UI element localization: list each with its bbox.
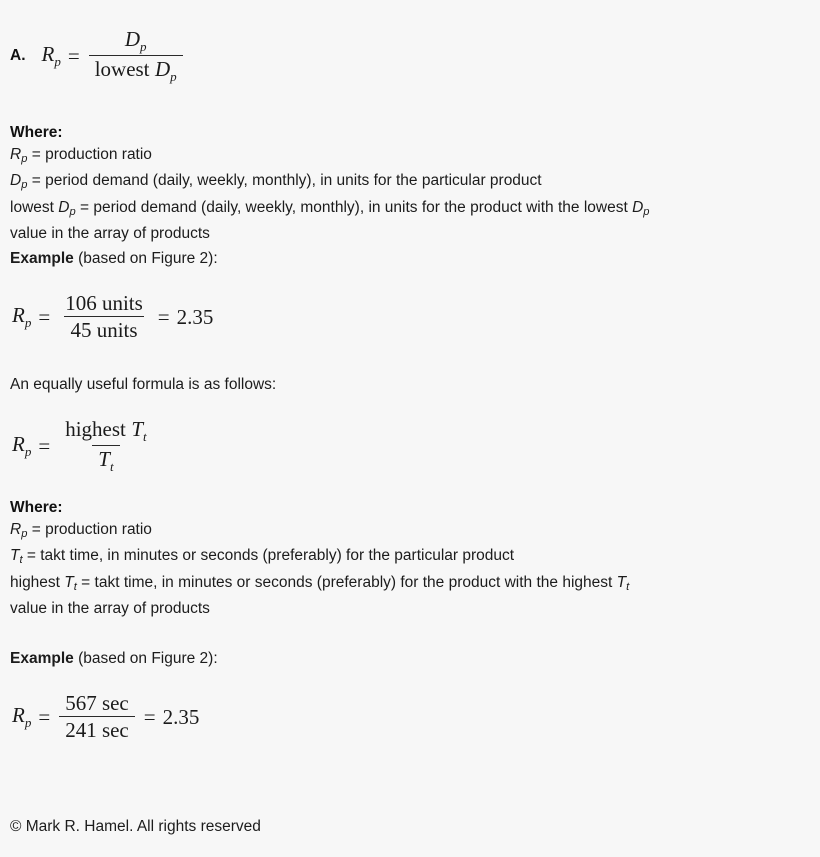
equals-sign: = [38, 304, 51, 329]
where-2-highest-prefix: highest [10, 573, 65, 591]
variable-dp: $D_p$ [10, 172, 28, 192]
formula-2-fraction [59, 418, 152, 475]
example-2-lhs: $R_p$ [12, 703, 32, 731]
where-2-line-tt [10, 545, 810, 572]
fraction-numerator: 106 units [65, 291, 143, 315]
example-1-lhs: $R_p$ [12, 303, 32, 331]
example-2-heading-rest: (based on Figure 2): [73, 650, 218, 667]
variable-lowest-dp: $D_p$ [58, 198, 76, 218]
formula-a-fraction [89, 28, 183, 85]
where-2-continuation: value in the array of products [10, 600, 210, 618]
where-1-line-lowest-dp [10, 197, 810, 224]
fraction-numerator: highest $T_t$ [65, 417, 147, 444]
example-1-result: 2.35 [176, 304, 214, 329]
variable-rp: $R_p$ [10, 145, 28, 165]
equals-sign: = [38, 704, 51, 729]
where-1-line-dp [10, 170, 810, 197]
example-1-heading [10, 248, 218, 270]
formula-2-expression [12, 418, 155, 475]
result-equals-sign: = [157, 304, 170, 329]
where-2-line-highest-tt [10, 572, 810, 599]
example-2-heading-bold: Example [10, 650, 74, 667]
formula-a-expression [42, 28, 185, 85]
result-equals-sign: = [143, 704, 156, 729]
where-1-continuation: value in the array of products [10, 225, 210, 243]
variable-rp: $R_p$ [10, 520, 28, 540]
where-heading-1: Where: [10, 124, 63, 141]
where-2-line-rp-text: = production ratio [27, 520, 152, 538]
fraction-denominator: $T_t$ [92, 445, 119, 474]
fraction-denominator: 241 sec [59, 716, 135, 742]
example-2-formula [12, 692, 199, 742]
where-2-line-rp [10, 519, 810, 546]
where-1-line-rp [10, 144, 810, 171]
example-1-formula [12, 292, 213, 342]
fraction-denominator: 45 units [64, 316, 143, 342]
formula-a-block [10, 28, 185, 85]
transition-text: An equally useful formula is as follows: [10, 376, 277, 393]
example-1-heading-rest: (based on Figure 2): [73, 250, 218, 267]
example-2-fraction [59, 692, 135, 742]
where-1-line-dp-text: = period demand (daily, weekly, monthly), in units for the particular product [27, 172, 542, 190]
where-1-lowest-text: = period demand (daily, weekly, monthly), in units for the product with the lowest [75, 198, 633, 216]
where-heading-2: Where: [10, 499, 63, 516]
equals-sign: = [67, 43, 80, 68]
where-block-2 [10, 497, 810, 620]
where-2-line-tt-text: = takt time, in minutes or seconds (preferably) for the particular product [22, 547, 515, 565]
where-1-line-rp-text: = production ratio [27, 145, 152, 163]
variable-tt: $T_t$ [10, 547, 23, 567]
variable-highest-tt: $T_t$ [64, 573, 77, 593]
variable-tt-trailing: $T_t$ [616, 573, 630, 593]
example-1-fraction [59, 292, 149, 342]
fraction-numerator: $D_p$ [124, 27, 147, 54]
where-block-1 [10, 122, 810, 245]
example-1-heading-bold: Example [10, 250, 74, 267]
example-2-result: 2.35 [162, 704, 200, 729]
where-2-highest-text: = takt time, in minutes or seconds (preferably) for the product with the highest [76, 573, 617, 591]
example-2-heading [10, 648, 218, 670]
formula-2-lhs: $R_p$ [12, 432, 32, 460]
copyright-notice: © Mark R. Hamel. All rights reserved [10, 818, 261, 835]
where-1-lowest-prefix: lowest [10, 198, 59, 216]
fraction-denominator: lowest $D_p$ [89, 55, 183, 84]
formula-a-lhs: $R_p$ [41, 42, 61, 70]
variable-dp-trailing: $D_p$ [632, 198, 650, 218]
equals-sign: = [38, 433, 51, 458]
formula-a-label: A. [10, 47, 26, 65]
fraction-numerator: 567 sec [65, 691, 129, 715]
